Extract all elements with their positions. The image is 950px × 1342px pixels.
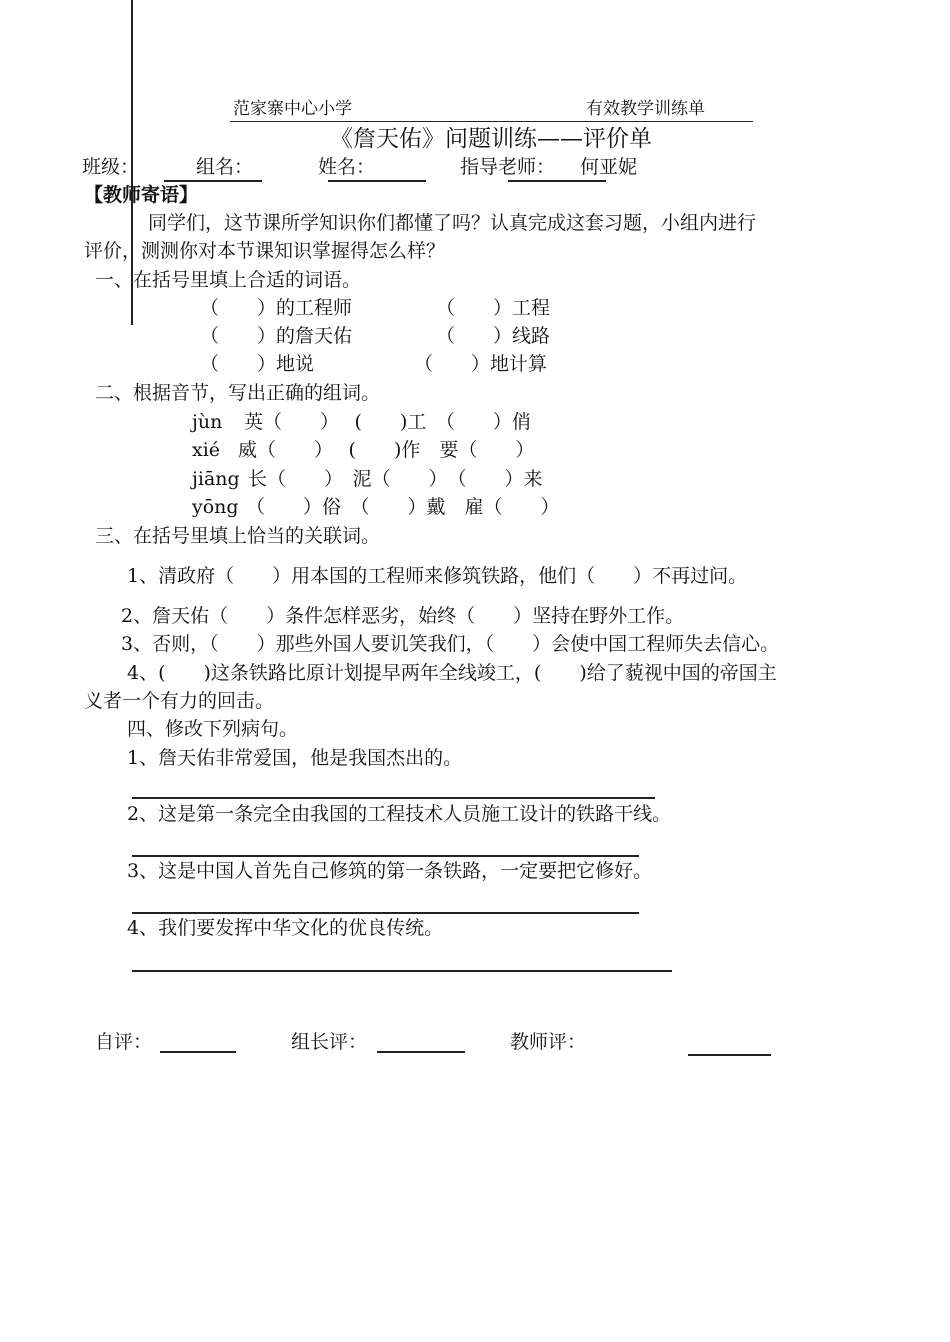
section1-item: （ ）地说 bbox=[200, 353, 315, 375]
section3-item: 义者一个有力的回击。 bbox=[84, 690, 275, 712]
section4-item: 2、这是第一条完全由我国的工程技术人员施工设计的铁路干线。 bbox=[127, 803, 672, 825]
section3-item: 2、詹天佑（ ）条件怎样恶劣，始终（ ）坚持在野外工作。 bbox=[121, 605, 685, 627]
page-title: 《詹天佑》问题训练——评价单 bbox=[330, 126, 652, 152]
leader-eval-label: 组长评： bbox=[291, 1031, 368, 1053]
self-eval-label: 自评： bbox=[95, 1031, 153, 1053]
section4-item: 1、詹天佑非常爱国，他是我国杰出的。 bbox=[127, 747, 463, 769]
section4-item: 3、这是中国人首先自己修筑的第一条铁路，一定要把它修好。 bbox=[127, 860, 653, 882]
answer-line[interactable] bbox=[132, 797, 655, 799]
teacher-eval-blank[interactable] bbox=[688, 1054, 771, 1056]
pinyin-items: 英（ ） ( )工 （ ）俏 bbox=[244, 411, 531, 433]
teacher-blank bbox=[508, 180, 606, 182]
answer-line[interactable] bbox=[132, 970, 672, 972]
pinyin-label: jiāng bbox=[192, 468, 240, 490]
message-line-2: 评价，测测你对本节课知识掌握得怎么样？ bbox=[84, 240, 446, 262]
header-underline bbox=[230, 121, 753, 122]
section1-item: （ ）地计算 bbox=[414, 353, 548, 375]
pinyin-label: jùn bbox=[192, 411, 223, 433]
pinyin-items: （ ）俗 （ ）戴 雇（ ） bbox=[246, 496, 560, 518]
section4-heading: 四、修改下列病句。 bbox=[127, 718, 299, 740]
message-line-1: 同学们，这节课所学知识你们都懂了吗？认真完成这套习题，小组内进行 bbox=[148, 212, 757, 234]
pinyin-items: 长（ ） 泥（ ） （ ）来 bbox=[248, 468, 543, 490]
class-blank[interactable] bbox=[164, 180, 262, 182]
group-label: 组名： bbox=[196, 156, 254, 178]
pinyin-label: yōng bbox=[192, 496, 239, 518]
section4-item: 4、我们要发挥中华文化的优良传统。 bbox=[127, 917, 444, 939]
section3-item: 1、清政府（ ）用本国的工程师来修筑铁路，他们（ ）不再过问。 bbox=[127, 565, 748, 587]
pinyin-label: xié bbox=[192, 439, 221, 461]
name-blank[interactable] bbox=[328, 180, 426, 182]
name-label: 姓名： bbox=[318, 156, 376, 178]
school-name: 范家寨中心小学 bbox=[233, 99, 352, 119]
teacher-eval-label: 教师评： bbox=[510, 1031, 587, 1053]
section1-item: （ ）的工程师 bbox=[200, 297, 353, 319]
class-label: 班级： bbox=[82, 156, 140, 178]
section3-heading: 三、在括号里填上恰当的关联词。 bbox=[95, 525, 381, 547]
section1-item: （ ）线路 bbox=[436, 325, 551, 347]
answer-line[interactable] bbox=[132, 912, 639, 914]
doc-type: 有效教学训练单 bbox=[586, 99, 705, 119]
section3-item: 3、否则，（ ）那些外国人要讥笑我们，（ ）会使中国工程师失去信心。 bbox=[121, 633, 780, 655]
section1-heading: 一、在括号里填上合适的词语。 bbox=[95, 269, 362, 291]
self-eval-blank[interactable] bbox=[160, 1051, 236, 1053]
section1-item: （ ）工程 bbox=[436, 297, 551, 319]
section1-item: （ ）的詹天佑 bbox=[200, 325, 353, 347]
section3-item: 4、( )这条铁路比原计划提早两年全线竣工，( )给了藐视中国的帝国主 bbox=[127, 662, 777, 684]
teacher-label: 指导老师： bbox=[460, 156, 556, 178]
pinyin-items: 威（ ） ( )作 要（ ） bbox=[238, 439, 535, 461]
message-heading: 【教师寄语】 bbox=[84, 184, 199, 206]
teacher-name: 何亚妮 bbox=[580, 156, 638, 178]
answer-line[interactable] bbox=[132, 855, 639, 857]
section2-heading: 二、根据音节，写出正确的组词。 bbox=[95, 382, 381, 404]
leader-eval-blank[interactable] bbox=[377, 1051, 465, 1053]
